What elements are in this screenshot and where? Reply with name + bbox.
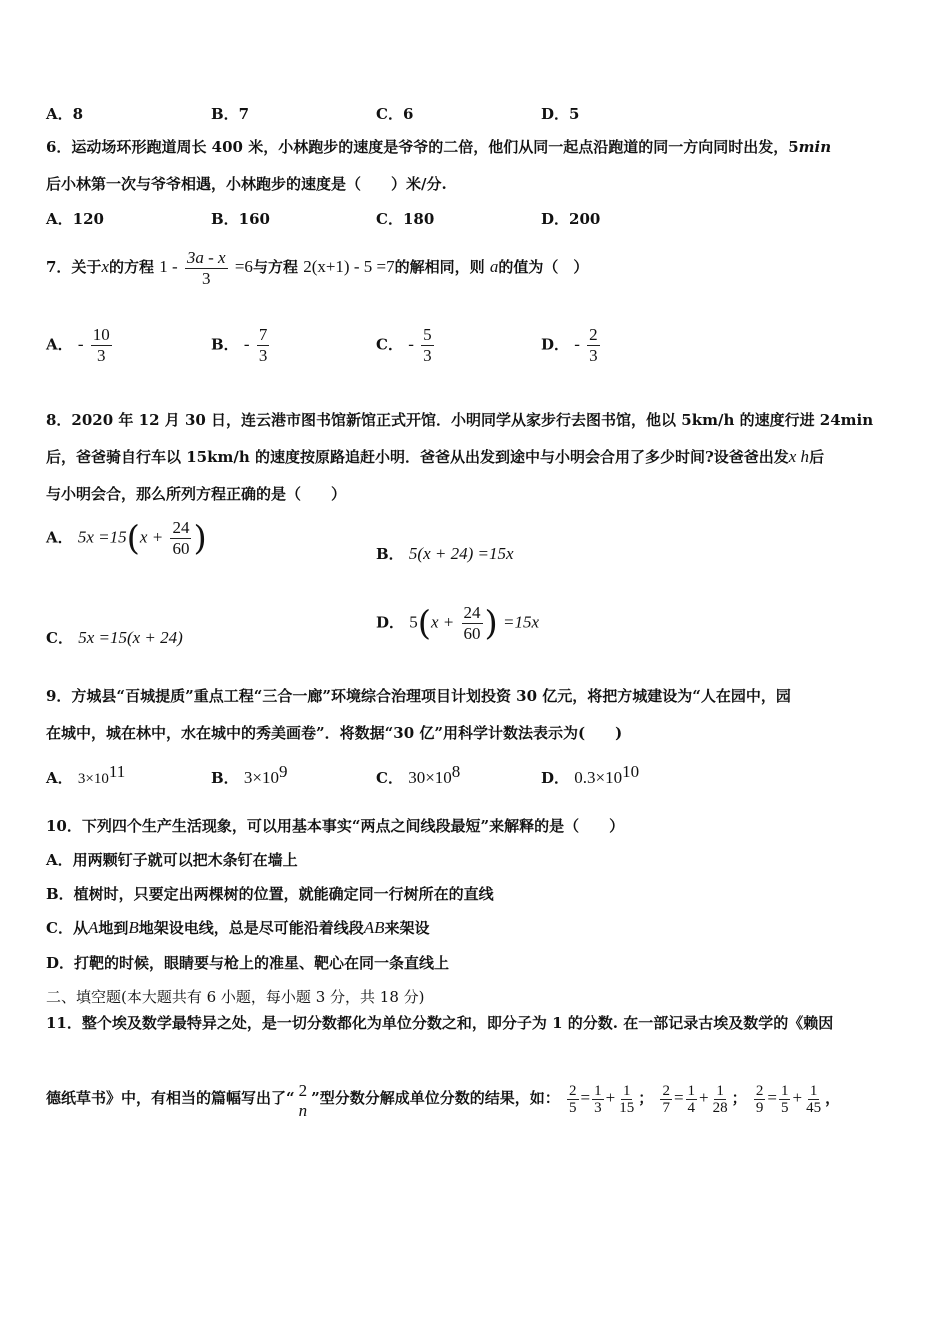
- q9-option-b: B． $3\times 10^9$: [211, 762, 288, 787]
- section2-heading: 二、填空题(本大题共有 6 小题，每小题 3 分，共 18 分): [46, 988, 425, 1006]
- q6-option-d: D．200: [541, 210, 601, 228]
- q7-fraction: $\frac{3a - x}{3}$: [186, 247, 226, 288]
- q11-stem-line1: 11．整个埃及数学最特异之处，是一切分数都化为单位分数之和，即分子为 1 的分数. 在一部记录古埃及数学的《赖因: [46, 1014, 834, 1032]
- q10-option-c: C．从A地到B地架设电线，总是尽可能沿着线段AB来架设: [46, 918, 430, 937]
- q8-option-c: C． 5x =15(x + 24): [46, 628, 183, 647]
- q9-stem-line2: 在城中，城在林中，水在城中的秀美画卷”．将数据“30 亿”用科学计数法表示为( ): [46, 724, 623, 742]
- q6-option-a: A．120: [46, 210, 104, 228]
- q9-option-d: D． $0.3\times 10^{10}$: [541, 762, 640, 787]
- q7-option-c: C． - $\frac{5}{3}$: [376, 325, 432, 365]
- q9-stem-line1: 9．方城县“百城提质”重点工程“三合一廊”环境综合治理项目计划投资 30 亿元，将把方城建设为“人在园中，园: [46, 687, 791, 705]
- q6-stem-line1: 6．运动场环形跑道周长 400 米，小林跑步的速度是爷爷的二倍，他们从同一起点沿跑道的同一方向同时出发，5min: [46, 138, 832, 156]
- q8-stem-line3: 与小明会合，那么所列方程正确的是（ ）: [46, 485, 347, 503]
- q8-stem-line1: 8．2020 年 12 月 30 日，连云港市图书馆新馆正式开馆．小明同学从家步行去图书馆，他以 5km/h 的速度行进 24min: [46, 411, 874, 429]
- q7-option-a: A． - $\frac{10}{3}$: [46, 325, 110, 365]
- q7-option-d: D． - $\frac{2}{3}$: [541, 325, 598, 365]
- q5-option-c: C．6: [376, 105, 414, 123]
- q11-stem-line2: 德纸草书》中，有相当的篇幅写出了“ 2 n ”型分数分解成单位分数的结果，如： $\frac{2}{5}$ = $\frac{1}{3}$ + $\frac{1}{15}$ ； $\frac{2}{7}$ = $\frac{1}{4}$ + $\frac{1}{28}$ ； $\frac{2}{9}$ = $\frac{1}{5}$ + $\frac{1}{45}$ ，: [46, 1081, 841, 1120]
- q5-option-a: A．8: [46, 105, 84, 123]
- q9-option-c: C． $30\times 10^8$: [376, 762, 461, 787]
- q10-option-d: D．打靶的时候，眼睛要与枪上的准星、靶心在同一条直线上: [46, 954, 450, 972]
- q6-option-b: B．160: [211, 210, 270, 228]
- q7-option-b: B． - $\frac{7}{3}$: [211, 325, 268, 365]
- q10-option-b: B．植树时，只要定出两棵树的位置，就能确定同一行树所在的直线: [46, 885, 494, 903]
- q7-stem: 7．关于x的方程 1 - $\frac{3a - x}{3}$ =6与方程 2(x+1) - 5 =7的解相同，则 a的值为（ ）: [46, 247, 589, 288]
- q10-option-a: A．用两颗钉子就可以把木条钉在墙上: [46, 851, 298, 869]
- q5-option-d: D．5: [541, 105, 580, 123]
- q8-stem-line2: 后，爸爸骑自行车以 15km/h 的速度按原路追赶小明．爸爸从出发到途中与小明会合用了多少时间?设爸爸出发x h后: [46, 447, 825, 466]
- q9-option-a: A． $3\times 10^{11}$: [46, 762, 126, 787]
- q6-option-c: C．180: [376, 210, 435, 228]
- q8-option-b: B． 5(x + 24) =15x: [376, 544, 514, 563]
- q10-stem: 10．下列四个生产生活现象，可以用基本事实“两点之间线段最短”来解释的是（ ）: [46, 817, 625, 835]
- q8-option-d: D． 5(x + $\frac{24}{60}$ ) =15x: [376, 603, 540, 644]
- q8-option-a: A． 5x =15(x + $\frac{24}{60}$ ): [46, 518, 207, 559]
- q6-stem-line2: 后小林第一次与爷爷相遇，小林跑步的速度是（ ）米/分.: [46, 175, 447, 193]
- q5-option-b: B．7: [211, 105, 250, 123]
